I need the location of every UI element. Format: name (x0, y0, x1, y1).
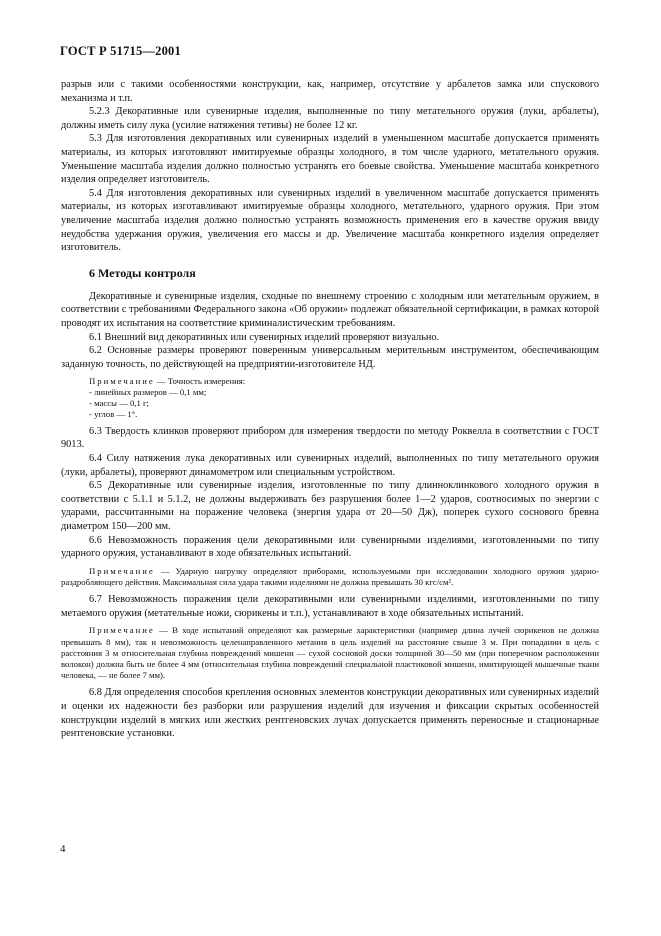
paragraph-6-intro: Декоративные и сувенирные изделия, сходные по внешнему строению с холодным или метательным оружием, в соответствии с требованиями Федерального закона «Об оружии» подлежат обязательной сертификации, в рамках которой проводят их испытания на соответствие криминалистическим требованиям. (61, 290, 599, 329)
note-1-text: — Точность измерения: (154, 376, 246, 387)
paragraph-6-2: 6.2 Основные размеры проверяют поверенным универсальным мерительным инструментом, обеспечивающим заданную точность, по действующей на предприятии-изготовителе НД. (61, 345, 599, 370)
paragraph-5-4: 5.4 Для изготовления декоративных или сувенирных изделий в увеличенном масштабе допускается применять материалы, из которых изготавливают имитируемые образцы холодного, метательного, ударного оружия. При этом увеличение масштаба изделия должно полностью устранять возможность применения его в качестве оружия ввиду неудобства удержания оружия, увеличения его массы и др. Увеличение масштаба конкретного изделия определяет изготовитель. (61, 187, 599, 254)
note-list-item: - углов — 1°. (89, 409, 138, 420)
note-label: Примечание (89, 376, 155, 387)
paragraph-6-3: 6.3 Твердость клинков проверяют прибором для измерения твердости по методу Роквелла в соответствии с ГОСТ 9013. (61, 425, 599, 451)
section-title: 6 Методы контроля (89, 265, 196, 280)
page-number: 4 (60, 843, 66, 855)
note-list-item: - массы — 0,1 г; (89, 398, 149, 409)
note-list-item: - линейных размеров — 0,1 мм; (89, 387, 207, 398)
note-3 (61, 625, 599, 681)
paragraph-6-7: 6.7 Невозможность поражения цели декоративными или сувенирными изделиями, изготовленными по типу метаемого оружия (метательные ножи, сюрикены и т.п.), устанавливают в ходе обязательных испытаний. (61, 594, 599, 619)
note-2-text: — Ударную нагрузку определяют приборами, используемыми при исследовании холодного оружия ударно-раздробляющего действия. Максимальная сила удара такими изделиями не должна превышать 30 кгс/см². (61, 565, 600, 588)
paragraph-6-5: 6.5 Декоративные или сувенирные изделия, изготовленные по типу длинноклинкового холодного оружия в соответствии с 5.1.1 и 5.1.2, не должны выдерживать без разрушения более 1—2 ударов, соотносимых по энергии с ударами, рассчитанными на поражение человека (энергия удара от 20—50 Дж), поперек сухого соснового бревна диаметром 150—200 мм. (61, 480, 599, 533)
note-2 (61, 566, 599, 588)
note-label: Примечание (89, 565, 155, 576)
paragraph-5-3: 5.3 Для изготовления декоративных или сувенирных изделий в уменьшенном масштабе допускается применять материалы, из которых изготовляют имитируемые образцы холодного, в том числе ударного, метательного оружия. Уменьшение масштаба изделия должно полностью устранять его боевые свойства. Уменьшение масштаба конкретного изделия определяет изготовитель. (61, 133, 599, 186)
paragraph-6-1: 6.1 Внешний вид декоративных или сувенирных изделий проверяют визуально. (89, 331, 440, 343)
paragraph-5-2-3: 5.2.3 Декоративные или сувенирные изделия, выполненные по типу метательного оружия (луки, арбалеты), должны иметь силу лука (усилие натяжения тетивы) не более 12 кг. (61, 106, 599, 131)
paragraph-6-4: 6.4 Силу натяжения лука декоративных или сувенирных изделий, выполненных по типу метательного оружия (луки, арбалеты), проверяют динамометром или специальным устройством. (61, 453, 599, 478)
note-1-list (61, 387, 599, 419)
paragraph-intro: разрыв или с такими особенностями конструкции, как, например, отсутствие у арбалетов замка или спускового механизма и т.п. (61, 79, 599, 104)
note-1 (61, 376, 599, 387)
paragraph-6-8: 6.8 Для определения способов крепления основных элементов конструкции декоративных или сувенирных изделий и оценки их надежности без разборки или разрушения изделий для изучения и фиксации скрытых особенностей конструкции изделий в мягких или жестких рентгеновских лучах допускается применять переносные и стационарные рентгеновские установки. (61, 687, 599, 740)
document-header: ГОСТ Р 51715—2001 (60, 44, 181, 58)
note-3-text: — В ходе испытаний определяют как размерные характеристики (например длина лучей сюрикенов не должна превышать 8 мм), так и невозможность целенаправленного метания в цель изделий на расстояние свыше 3 м. При попадании в цель с расстояния 3 м относительная глубина повреждений мишени — сухой сосновой доски толщиной 30—50 мм (при поперечном расположении волокон) должна быть не более 4 мм (относительная глубина повреждений специальной пластиковой мишени, имитирующей мышечные ткани человека, — не более 7 мм). (61, 625, 600, 681)
paragraph-6-6: 6.6 Невозможность поражения цели декоративными или сувенирными изделиями, изготовленными по типу ударного оружия, устанавливают в ходе обязательных испытаний. (61, 534, 599, 560)
document-body (61, 78, 599, 741)
note-label: Примечание (89, 625, 155, 636)
